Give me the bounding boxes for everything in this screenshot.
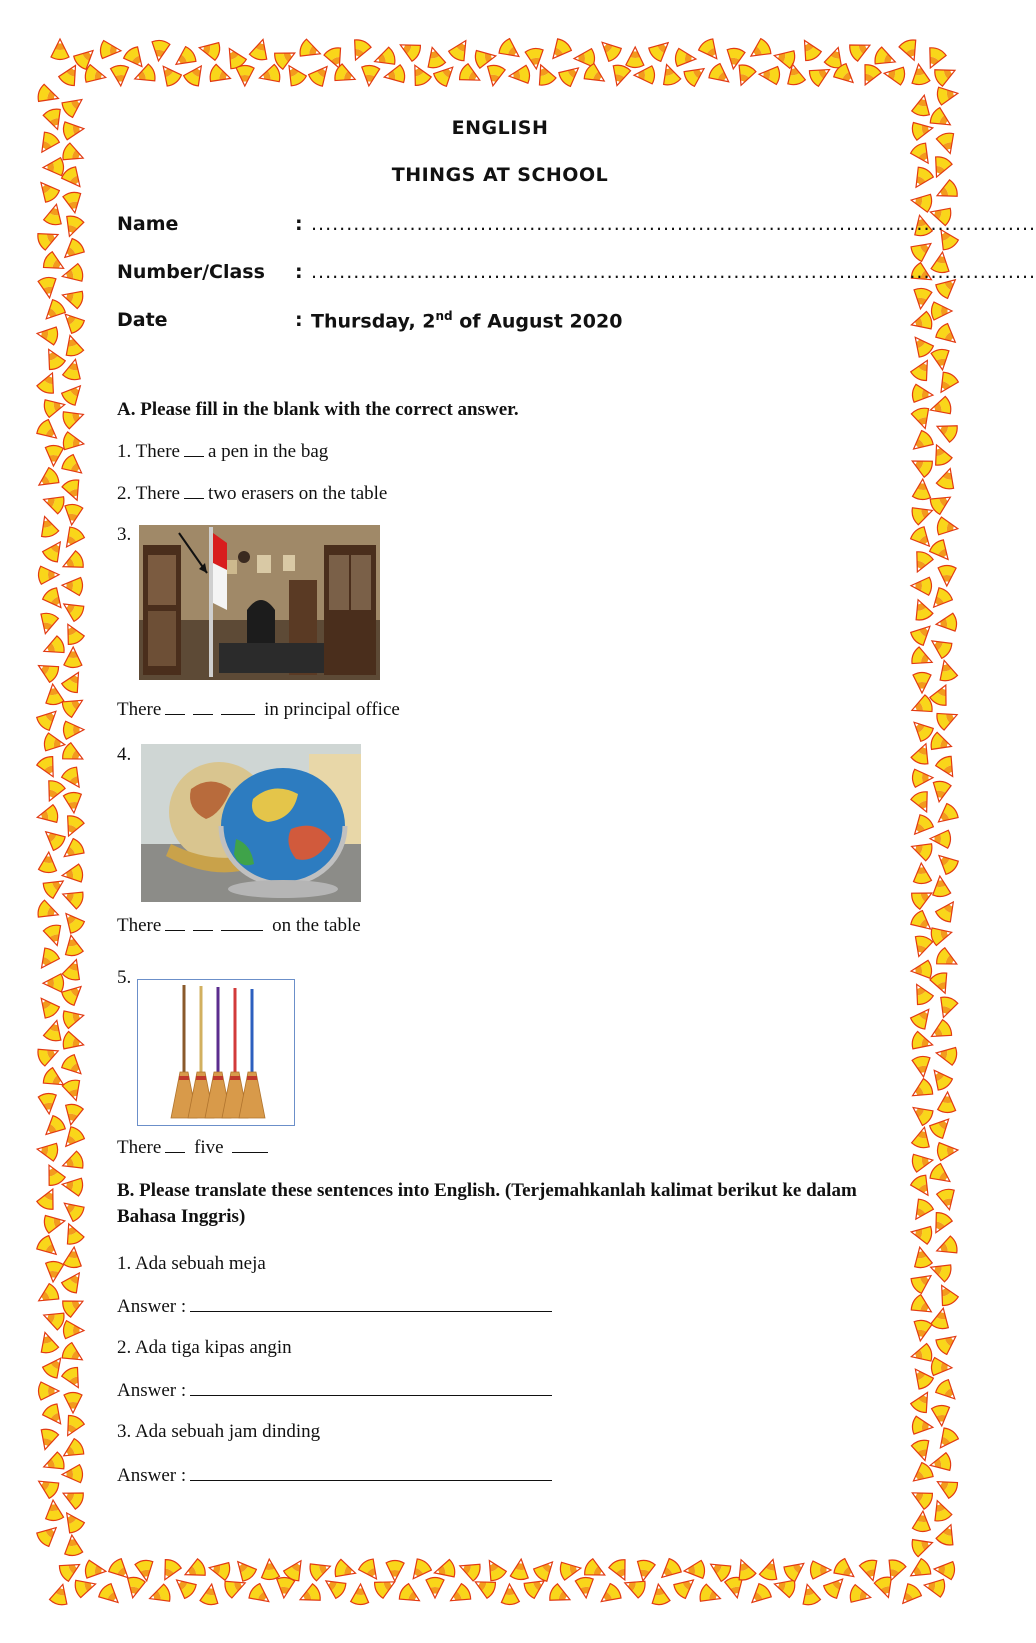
name-label: Name bbox=[117, 213, 179, 235]
section-b-heading: B. Please translate these sentences into English. (Terjemahkanlah kalimat berikut ke dalam Bahasa Inggris) bbox=[117, 1180, 857, 1227]
blank[interactable] bbox=[193, 916, 213, 931]
section-a-heading: A. Please fill in the blank with the correct answer. bbox=[117, 399, 519, 420]
question-4-line: There on the table bbox=[117, 915, 361, 936]
answer-row-1: Answer : bbox=[117, 1293, 552, 1320]
translate-sentence-2: 2. Ada tiga kipas angin bbox=[117, 1337, 292, 1358]
answer-line-3[interactable] bbox=[190, 1462, 552, 1481]
blank[interactable] bbox=[232, 1138, 268, 1153]
name-field[interactable]: Name : ....................................................................................................... bbox=[117, 213, 1036, 235]
blank[interactable] bbox=[221, 700, 255, 715]
question-5-line: There five bbox=[117, 1135, 272, 1161]
translate-sentence-1: 1. Ada sebuah meja bbox=[117, 1253, 266, 1274]
question-3-number: 3. bbox=[117, 524, 132, 545]
question-2: 2. There two erasers on the table bbox=[117, 483, 388, 504]
blank[interactable] bbox=[165, 916, 185, 931]
answer-row-3: Answer : bbox=[117, 1462, 552, 1489]
two-globes-photo bbox=[141, 744, 361, 902]
five-brooms-photo bbox=[137, 979, 295, 1126]
date-field: Date : Thursday, 2nd of August 2020 bbox=[117, 309, 623, 333]
blank[interactable] bbox=[184, 484, 204, 499]
number-class-input-dots[interactable]: ....................................................................................................... bbox=[311, 261, 1036, 283]
question-4-number: 4. bbox=[117, 744, 132, 765]
flag-in-office-photo bbox=[139, 525, 380, 680]
blank[interactable] bbox=[193, 700, 213, 715]
answer-line-1[interactable] bbox=[190, 1293, 552, 1312]
blank[interactable] bbox=[165, 1138, 185, 1153]
subject-title: ENGLISH bbox=[451, 117, 549, 139]
date-value: Thursday, 2nd of August 2020 bbox=[311, 309, 623, 333]
number-class-field[interactable]: Number/Class : ....................................................................................................... bbox=[117, 261, 1036, 283]
topic-title: THINGS AT SCHOOL bbox=[391, 164, 609, 186]
date-label: Date bbox=[117, 309, 168, 331]
question-5-number: 5. bbox=[117, 967, 132, 988]
blank[interactable] bbox=[184, 442, 204, 457]
translate-sentence-3: 3. Ada sebuah jam dinding bbox=[117, 1421, 321, 1442]
number-class-label: Number/Class bbox=[117, 261, 265, 283]
blank[interactable] bbox=[165, 700, 185, 715]
answer-line-2[interactable] bbox=[190, 1377, 552, 1396]
blank[interactable] bbox=[221, 916, 263, 931]
answer-row-2: Answer : bbox=[117, 1377, 552, 1404]
name-input-dots[interactable]: ....................................................................................................... bbox=[311, 213, 1036, 235]
question-1: 1. There a pen in the bag bbox=[117, 441, 329, 462]
question-3-line: There in principal office bbox=[117, 699, 400, 720]
